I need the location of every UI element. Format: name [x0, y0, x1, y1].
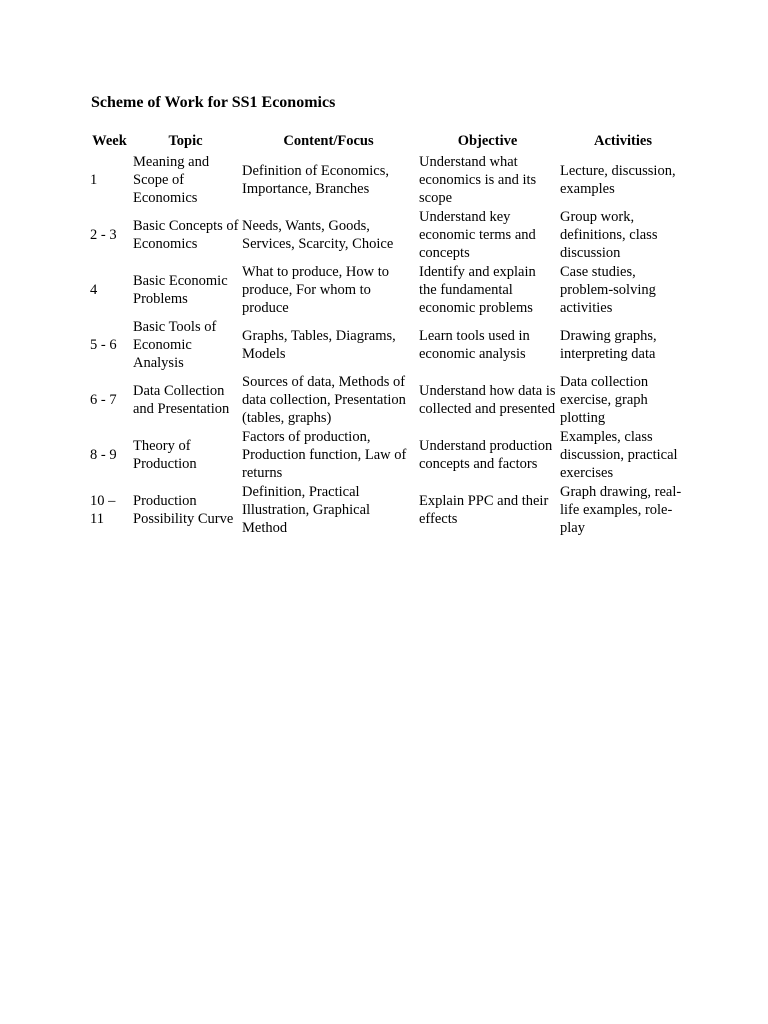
header-week: Week [92, 133, 127, 149]
topic-cell: Basic Economic Problems [133, 272, 228, 307]
objective-cell: Understand production concepts and factors [419, 437, 553, 472]
week-cell: 2 - 3 [90, 226, 117, 243]
objective-cell: Explain PPC and their effects [419, 492, 549, 527]
header-topic: Topic [168, 133, 203, 149]
header-activities: Activities [594, 133, 652, 149]
table-row [88, 317, 688, 372]
activities-cell: Case studies, problem-solving activities [560, 263, 656, 316]
topic-cell: Data Collection and Presentation [133, 382, 230, 417]
topic-cell: Basic Tools of Economic Analysis [133, 318, 217, 371]
activities-cell: Examples, class discussion, practical exercises [560, 428, 678, 481]
activities-cell: Drawing graphs, interpreting data [560, 327, 657, 362]
scheme-of-work-table [88, 130, 688, 537]
objective-cell: Understand key economic terms and concepts [419, 208, 536, 261]
content-cell: Definition, Practical Illustration, Graphical Method [242, 483, 371, 536]
activities-cell: Group work, definitions, class discussion [560, 208, 658, 261]
content-cell: What to produce, How to produce, For whom to produce [242, 263, 389, 316]
topic-cell: Basic Concepts of Economics [133, 217, 239, 252]
table-row [88, 427, 688, 482]
table-row [88, 207, 688, 262]
content-cell: Definition of Economics, Importance, Branches [242, 162, 389, 197]
table-row [88, 482, 688, 537]
week-cell: 10 – 11 [90, 492, 116, 527]
activities-cell: Lecture, discussion, examples [560, 162, 676, 197]
objective-cell: Learn tools used in economic analysis [419, 327, 530, 362]
content-cell: Graphs, Tables, Diagrams, Models [242, 327, 396, 362]
topic-cell: Meaning and Scope of Economics [133, 153, 210, 206]
header-objective: Objective [457, 133, 518, 149]
week-cell: 8 - 9 [90, 446, 117, 463]
week-cell: 1 [90, 171, 98, 188]
activities-cell: Data collection exercise, graph plotting [560, 373, 649, 426]
objective-cell: Understand what economics is and its scope [419, 153, 537, 206]
week-cell: 6 - 7 [90, 391, 117, 408]
table-row [88, 152, 688, 207]
table-row [88, 372, 688, 427]
content-cell: Sources of data, Methods of data collection, Presentation (tables, graphs) [242, 373, 406, 426]
topic-cell: Production Possibility Curve [133, 492, 234, 527]
activities-cell: Graph drawing, real-life examples, role-play [560, 483, 682, 536]
table-row [88, 262, 688, 317]
week-cell: 5 - 6 [90, 336, 117, 353]
table-header-row [88, 130, 688, 152]
header-content-focus: Content/Focus [283, 133, 374, 149]
objective-cell: Understand how data is collected and presented [419, 382, 556, 417]
objective-cell: Identify and explain the fundamental economic problems [419, 263, 536, 316]
document-title: Scheme of Work for SS1 Economics [91, 94, 336, 111]
content-cell: Needs, Wants, Goods, Services, Scarcity, Choice [242, 217, 394, 252]
topic-cell: Theory of Production [133, 437, 197, 472]
content-cell: Factors of production, Production function, Law of returns [242, 428, 407, 481]
week-cell: 4 [90, 281, 98, 298]
